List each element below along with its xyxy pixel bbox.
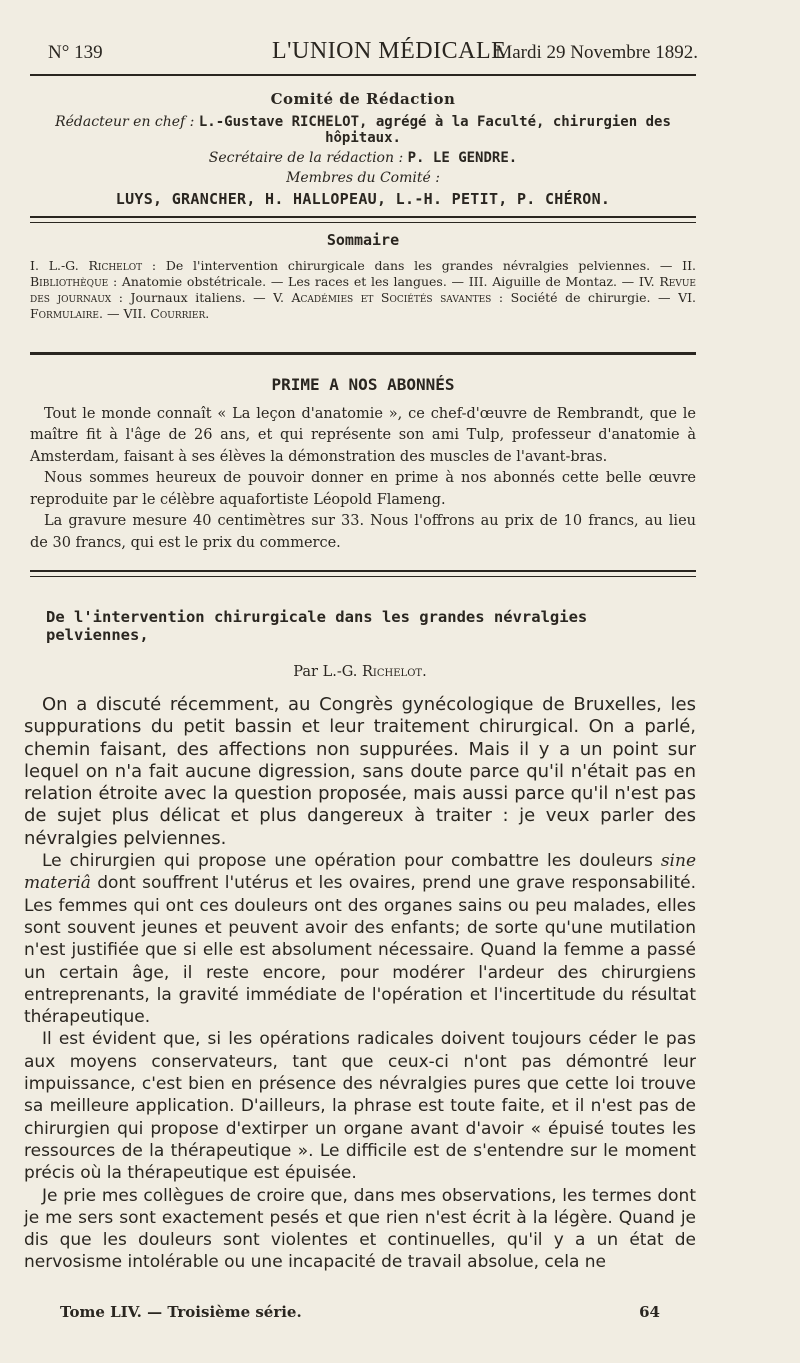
volume-info: Tome LIV. — Troisième série. — [60, 1303, 302, 1321]
article-paragraph: Je prie mes collègues de croire que, dans mes observations, les termes dont je me sers sont exactement pesés et que rien n'est écrit à la légère. Quand je dis que les douleurs sont violentes et continuelles, qu'il y a un état de nervosisme intolérable ou une incapacité de travail absolue, cela ne — [24, 1185, 696, 1273]
editorial-committee — [30, 90, 696, 212]
latin-phrase: sine materiâ — [24, 851, 696, 894]
committee-title: Comité de Rédaction — [270, 90, 456, 108]
summary-item: VII. Courrier. — [123, 306, 210, 321]
summary-item: VI. Formulaire. — — [30, 290, 697, 321]
article-author: L.-G. Richelot. — [322, 664, 427, 680]
article-paragraph: Le chirurgien qui propose une opération pour combattre les douleurs sine materiâ dont souffrent l'utérus et les ovaires, prend une grave responsabilité. Les femmes qui ont ces douleurs ont des organes sains ou peu malades, elles sont souvent jeunes et peuvent avoir des enfants; de sorte qu'une mutilation n'est justifiée que si elle est absolument nécessaire. Quand la femme a passé un certain âge, il reste encore, pour modérer l'ardeur des chirurgiens entreprenants, la gravité immédiate de l'opération et l'incertitude du résultat thérapeutique. — [24, 851, 696, 1028]
members-label: Membres du Comité : — [286, 170, 440, 186]
prime-rule — [30, 570, 696, 577]
article-body — [24, 694, 696, 1274]
summary-rule — [30, 352, 696, 355]
summary-item: I. L.-G. Richelot : De l'intervention chirurgicale dans les grandes névralgies pelviennes. — — [30, 258, 683, 273]
summary-title: Sommaire — [326, 231, 400, 249]
summary-text — [30, 258, 696, 322]
summary-item: V. Académies et Sociétés savantes : Société de chirurgie. — — [273, 290, 679, 305]
article-paragraph: Il est évident que, si les opérations radicales doivent toujours céder le pas aux moyens conservateurs, tant que ceux-ci n'ont pas démontré leur impuissance, c'est bien en présence des névralgies pures que cette loi trouve sa meilleure application. D'ailleurs, la phrase est toute faite, et il n'est pas de chirurgien qui propose d'extirper un organe avant d'avoir « épuisé toutes les ressources de la thérapeutique ». Le difficile est de s'entendre sur le moment précis où la thérapeutique est épuisée. — [24, 1029, 696, 1184]
editor-line — [30, 114, 696, 146]
prime-title: PRIME A NOS ABONNÉS — [271, 375, 455, 394]
prime-paragraph: Tout le monde connaît « La leçon d'anatomie », ce chef-d'œuvre de Rembrandt, que le maître fit à l'âge de 26 ans, et qui représente son ami Tulp, professeur d'anatomie à Amsterdam, faisant à ses élèves la démonstration des muscles de l'avant-bras. — [30, 405, 696, 465]
article — [24, 608, 696, 1274]
issue-date: Mardi 29 Novembre 1892. — [495, 42, 698, 63]
prime-paragraph: La gravure mesure 40 centimètres sur 33. Nous l'offrons au prix de 10 francs, au lieu de 30 francs, qui est le prix du commerce. — [30, 513, 696, 551]
committee-rule — [30, 216, 696, 223]
page-header — [48, 38, 698, 68]
secretary-line — [30, 150, 696, 166]
secretary-name: P. LE GENDRE. — [407, 150, 518, 166]
prime-section — [30, 374, 696, 554]
editor-label: Rédacteur en chef : — [55, 114, 195, 130]
article-title: De l'intervention chirurgicale dans les grandes névralgies pelviennes, — [46, 608, 588, 644]
article-paragraph: On a discuté récemment, au Congrès gynécologique de Bruxelles, les suppurations du petit bassin et leur traitement chirurgical. On a parlé, chemin faisant, des affections non suppurées. Mais il y a un point sur lequel on n'a fait aucune digression, sans doute parce qu'il n'était pas en relation étroite avec la question proposée, mais aussi parce qu'il n'est pas de sujet plus délicat et plus dangereux à traiter : je veux parler des névralgies pelviennes. — [24, 694, 696, 849]
article-byline: Par L.-G. Richelot. — [293, 664, 427, 680]
issue-number: N° 139 — [48, 42, 103, 63]
page-folio: 64 — [639, 1303, 660, 1321]
committee-members: LUYS, GRANCHER, H. HALLOPEAU, L.-H. PETIT, P. CHÉRON. — [115, 190, 611, 208]
secretary-label: Secrétaire de la rédaction : — [208, 150, 404, 166]
summary-section — [30, 232, 696, 322]
prime-paragraph: Nous sommes heureux de pouvoir donner en prime à nos abonnés cette belle œuvre reproduite par le célèbre aquafortiste Léopold Flameng. — [30, 470, 696, 508]
editor-name: L.-Gustave RICHELOT, agrégé à la Faculté, chirurgien des hôpitaux. — [198, 114, 671, 146]
summary-item: II. Bibliothèque : Anatomie obstétricale. — Les races et les langues. — III. Aiguille de Montaz. — — [30, 258, 696, 289]
journal-title: L'UNION MÉDICALE — [272, 38, 507, 64]
header-rule — [30, 74, 696, 76]
summary-item: IV. Revue des journaux : Journaux italiens. — — [30, 274, 696, 305]
